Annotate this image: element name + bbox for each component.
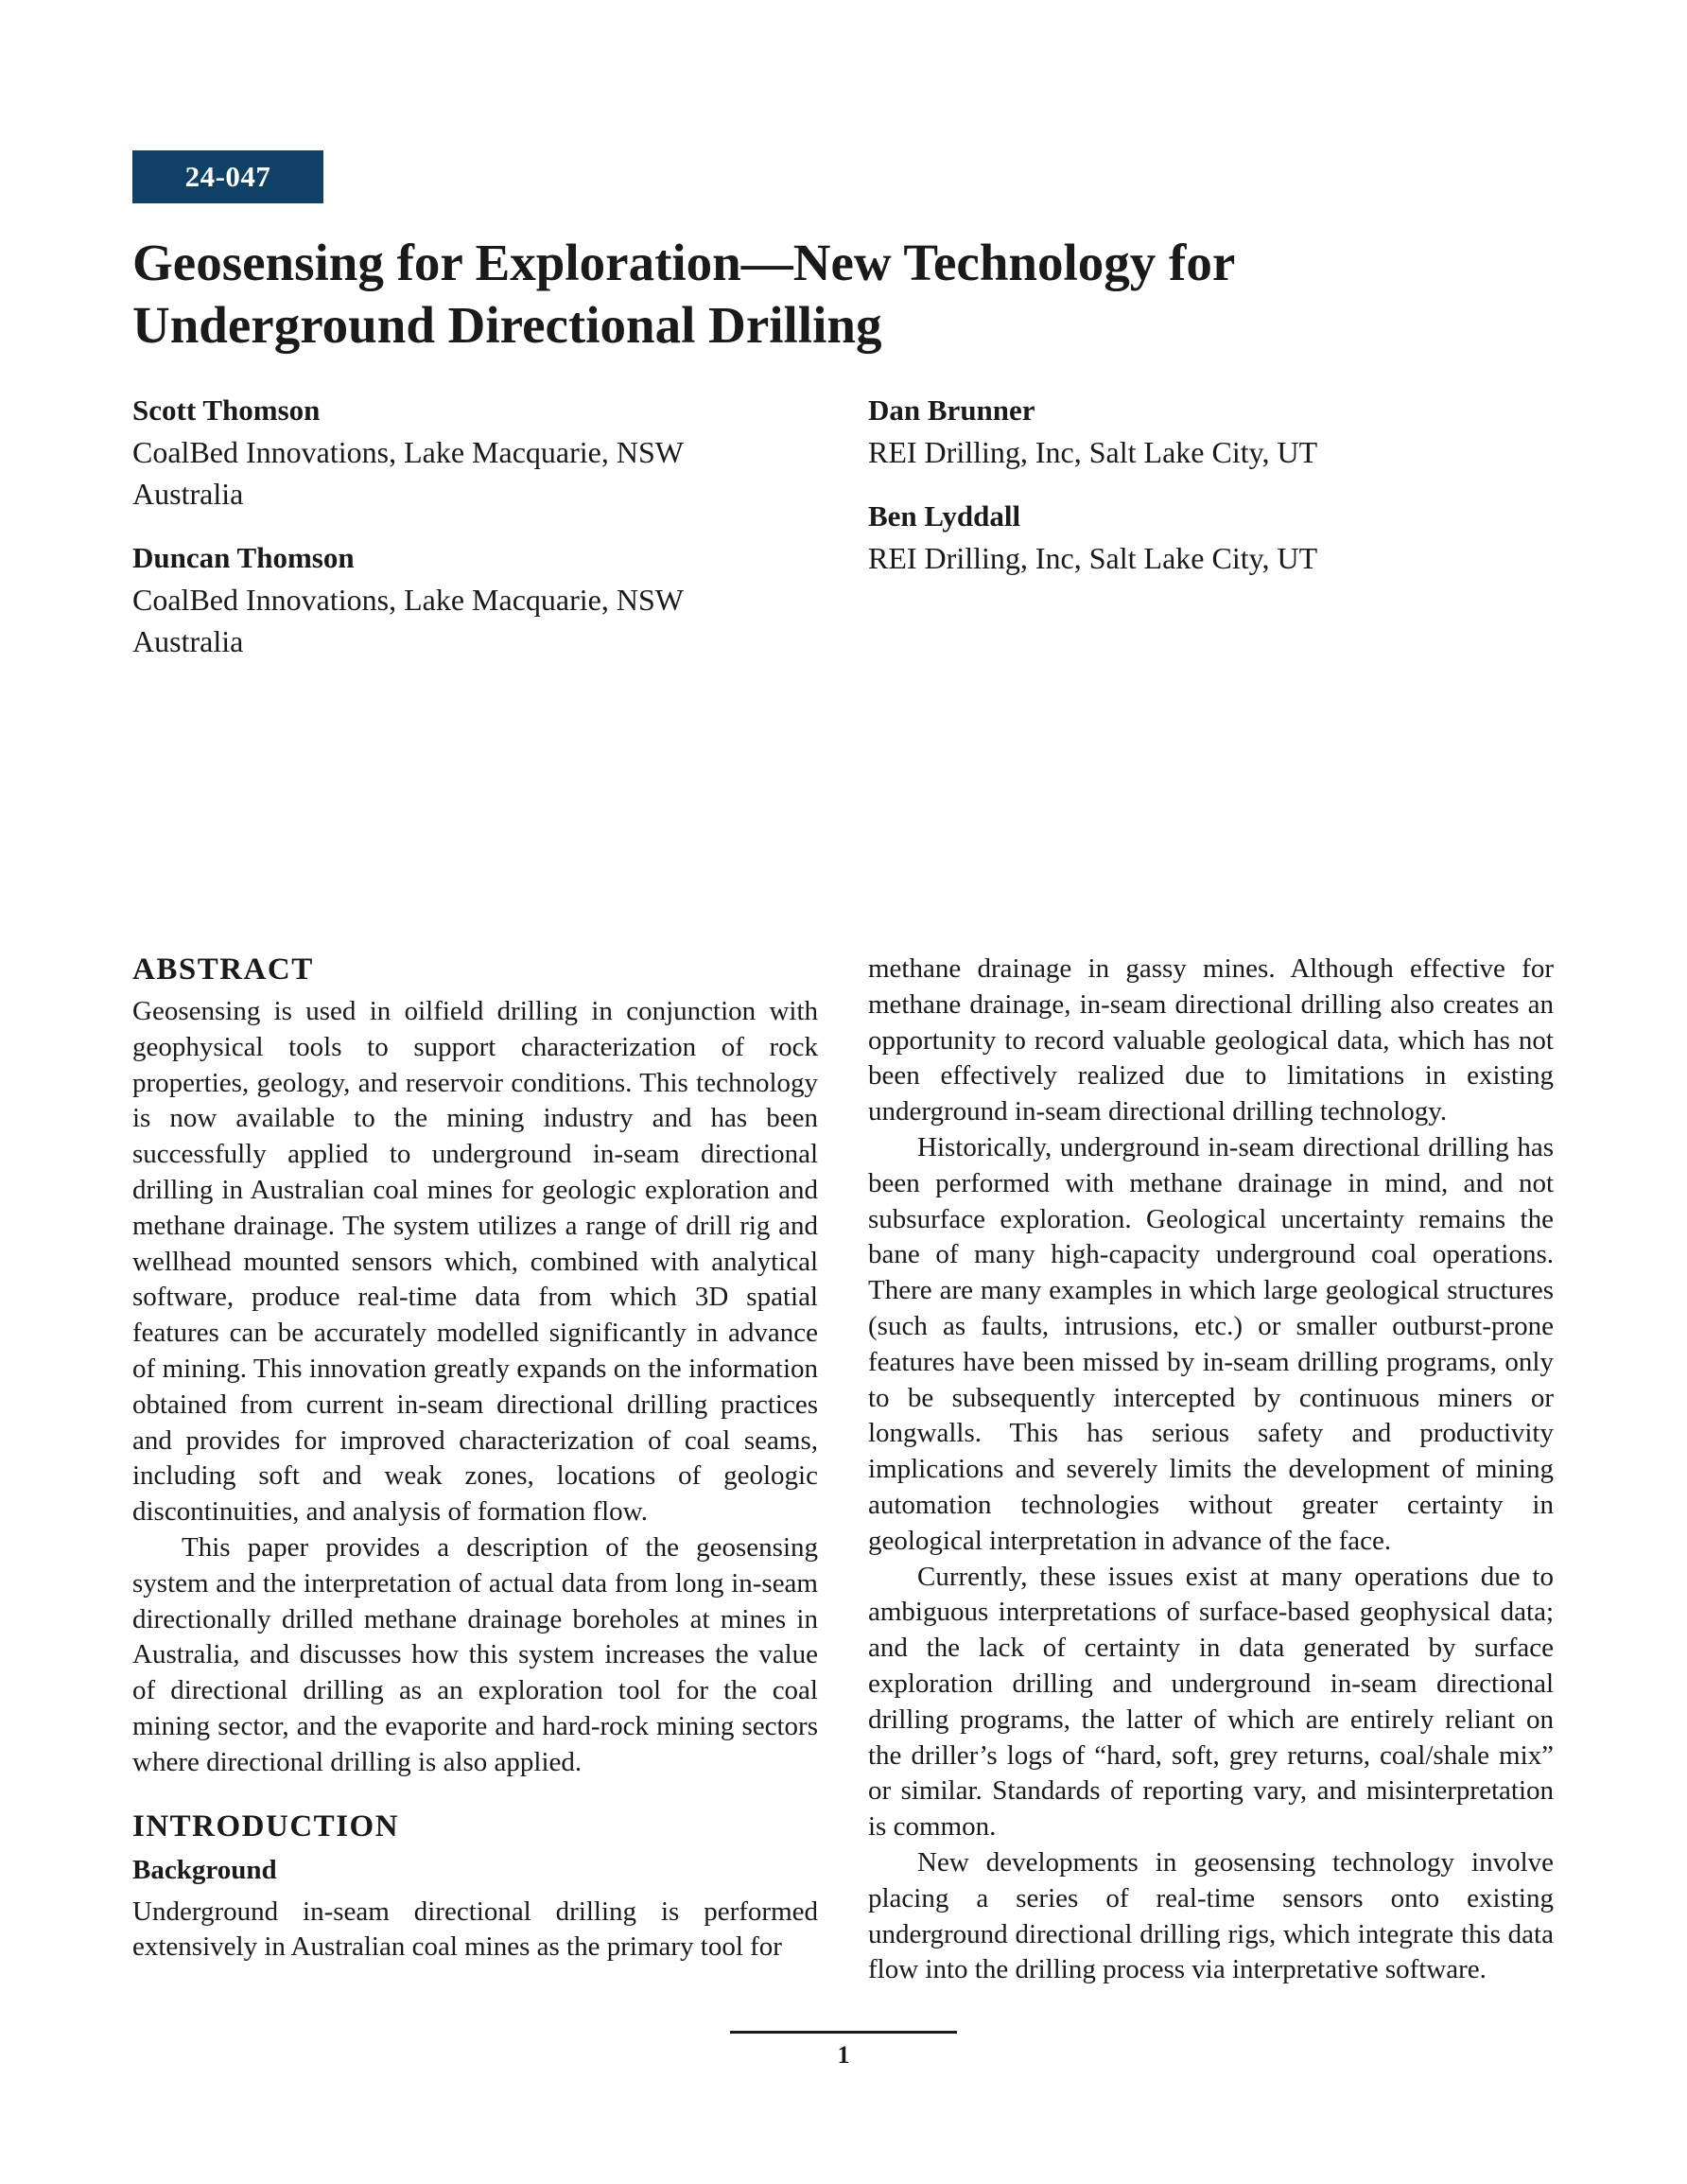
body-column-left xyxy=(132,949,818,1966)
introduction-paragraph: Currently, these issues exist at many operations due to ambiguous interpretations of surface-based geophysical data; and the lack of certainty in data generated by surface exploration drilling and underground in-seam directional drilling programs, the latter of which are entirely reliant on the driller’s logs of “hard, soft, grey returns, coal/shale mix” or similar. Standards of reporting vary, and misinterpretation is common. xyxy=(868,1561,1554,1843)
paper-title: Geosensing for Exploration—New Technology for Underground Directional Drilling xyxy=(132,234,1235,354)
author-name: Duncan Thomson xyxy=(132,541,355,574)
author-column-left xyxy=(132,390,738,685)
paper-id-badge: 24-047 xyxy=(132,150,323,203)
body-column-right xyxy=(868,952,1554,1988)
author-entry xyxy=(132,390,738,515)
background-subheading: Background xyxy=(132,1854,277,1885)
introduction-paragraph: Underground in-seam directional drilling is performed extensively in Australian coal mines as the primary tool for xyxy=(132,1896,818,1963)
footer-rule xyxy=(730,2031,957,2034)
author-column-right xyxy=(868,390,1473,602)
author-entry xyxy=(132,537,738,662)
abstract-heading: ABSTRACT xyxy=(132,952,314,987)
author-affiliation: REI Drilling, Inc, Salt Lake City, UT xyxy=(868,541,1318,575)
author-name: Ben Lyddall xyxy=(868,499,1021,533)
author-affiliation: CoalBed Innovations, Lake Macquarie, NSW Australia xyxy=(132,435,684,511)
introduction-paragraph: methane drainage in gassy mines. Although effective for methane drainage, in-seam directional drilling also creates an opportunity to record valuable geological data, which has not been effectively realized due to limitations in existing underground in-seam directional drilling technology. xyxy=(868,953,1554,1127)
abstract-paragraph: This paper provides a description of the geosensing system and the interpretation of actual data from long in-seam directionally drilled methane drainage boreholes at mines in Australia, and discusses how this system increases the value of directional drilling as an exploration tool for the coal mining sector, and the evaporite and hard-rock mining sectors where directional drilling is also applied. xyxy=(132,1531,818,1777)
author-name: Scott Thomson xyxy=(132,393,321,427)
introduction-heading: INTRODUCTION xyxy=(132,1808,400,1843)
page-number: 1 xyxy=(837,2041,850,2069)
author-affiliation: REI Drilling, Inc, Salt Lake City, UT xyxy=(868,435,1318,469)
author-entry xyxy=(868,390,1473,473)
introduction-paragraph: Historically, underground in-seam directional drilling has been performed with methane drainage in mind, and not subsurface exploration. Geological uncertainty remains the bane of many high-capacity underground coal operations. There are many examples in which large geological structures (such as faults, intrusions, etc.) or smaller outburst-prone features have been missed by in-seam drilling programs, only to be subsequently intercepted by continuous miners or longwalls. This has serious safety and productivity implications and severely limits the development of mining automation technologies without greater certainty in geological interpretation in advance of the face. xyxy=(868,1131,1554,1556)
author-entry xyxy=(868,496,1473,579)
abstract-paragraph: Geosensing is used in oilfield drilling in conjunction with geophysical tools to support characterization of rock properties, geology, and reservoir conditions. This technology is now available to the mining industry and has been successfully applied to underground in-seam directional drilling in Australian coal mines for geologic exploration and methane drainage. The system utilizes a range of drill rig and wellhead mounted sensors which, combined with analytical software, produce real-time data from which 3D spatial features can be accurately modelled significantly in advance of mining. This innovation greatly expands on the information obtained from current in-seam directional drilling practices and provides for improved characterization of coal seams, including soft and weak zones, locations of geologic discontinuities, and analysis of formation flow. xyxy=(132,996,818,1528)
author-affiliation: CoalBed Innovations, Lake Macquarie, NSW Australia xyxy=(132,583,684,658)
introduction-paragraph: New developments in geosensing technology involve placing a series of real-time sensors onto existing underground directional drilling rigs, which integrate this data flow into the drilling process via interpretative software. xyxy=(868,1846,1554,1985)
author-name: Dan Brunner xyxy=(868,393,1035,427)
